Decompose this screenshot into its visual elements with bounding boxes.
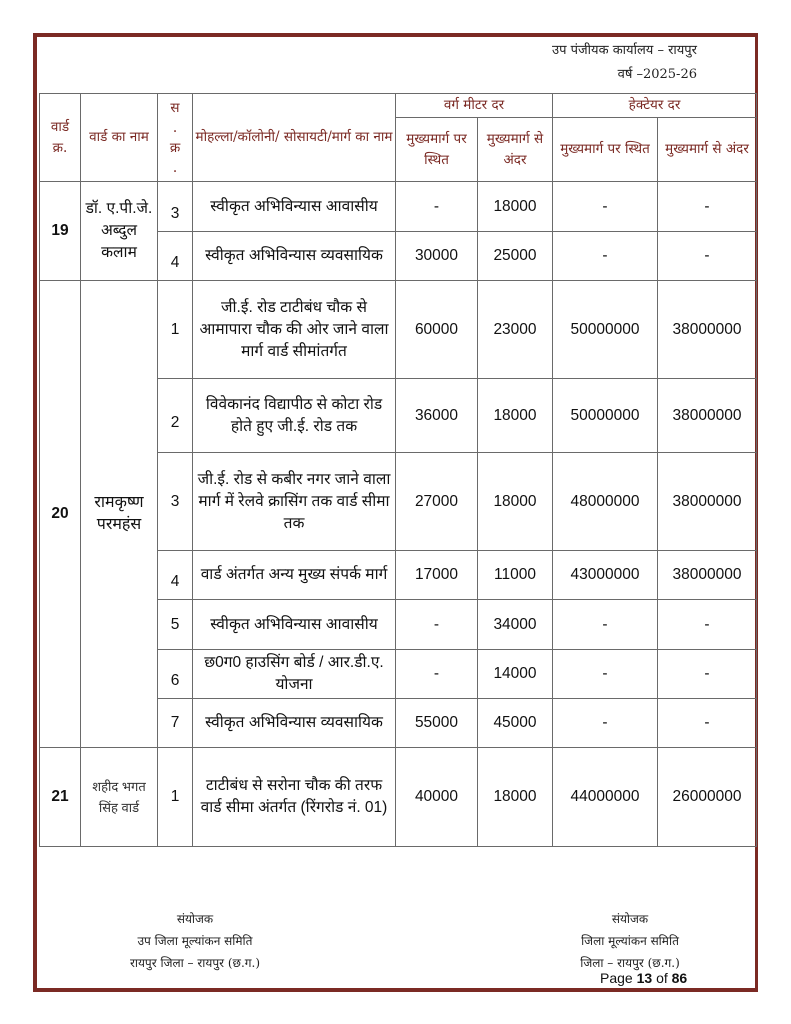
locality-name: जी.ई. रोड टाटीबंध चौक से आमापारा चौक की ओर जाने वाला मार्ग वार्ड सीमांतर्गत <box>193 281 396 379</box>
page-number: Page 13 of 86 <box>600 970 688 986</box>
locality-name: स्वीकृत अभिविन्यास व्यवसायिक <box>193 232 396 281</box>
serial-number: 4 <box>158 551 193 600</box>
col-sqm-on-main: मुख्यमार्ग पर स्थित <box>396 118 478 182</box>
signature-block-right <box>555 908 705 974</box>
serial-number: 1 <box>158 281 193 379</box>
col-ward-name: वार्ड का नाम <box>81 94 158 182</box>
sqm-inside: 25000 <box>478 232 553 281</box>
district-name: रायपुर जिला – रायपुर (छ.ग.) <box>129 956 261 970</box>
sqm-inside: 14000 <box>478 650 553 699</box>
ha-inside: 38000000 <box>658 551 757 600</box>
ha-inside: 38000000 <box>658 453 757 551</box>
sqm-on-main: 30000 <box>396 232 478 281</box>
sqm-inside: 18000 <box>478 182 553 232</box>
ha-inside: 26000000 <box>658 748 757 847</box>
locality-name: जी.ई. रोड से कबीर नगर जाने वाला मार्ग में रेलवे क्रासिंग तक वार्ड सीमा तक <box>193 453 396 551</box>
ha-on-main: 48000000 <box>553 453 658 551</box>
ha-inside: - <box>658 699 757 748</box>
ward-name: डॉ. ए.पी.जे. अब्दुल कलाम <box>81 182 158 281</box>
sqm-on-main: 27000 <box>396 453 478 551</box>
locality-name: छ0ग0 हाउसिंग बोर्ड / आर.डी.ए. योजना <box>193 650 396 699</box>
sqm-inside: 18000 <box>478 453 553 551</box>
ward-number: 19 <box>40 182 81 281</box>
ha-on-main: - <box>553 600 658 650</box>
locality-name: टाटीबंध से सरोना चौक की तरफ वार्ड सीमा अंतर्गत (रिंगरोड नं. 01) <box>193 748 396 847</box>
locality-name: स्वीकृत अभिविन्यास आवासीय <box>193 600 396 650</box>
serial-number: 3 <box>158 182 193 232</box>
rate-table <box>39 93 757 847</box>
ward-name: रामकृष्ण परमहंस <box>81 281 158 748</box>
sqm-on-main: 40000 <box>396 748 478 847</box>
col-group-sqm: वर्ग मीटर दर <box>396 94 553 118</box>
ward-number: 20 <box>40 281 81 748</box>
ha-inside: - <box>658 600 757 650</box>
locality-name: स्वीकृत अभिविन्यास आवासीय <box>193 182 396 232</box>
ha-on-main: 43000000 <box>553 551 658 600</box>
ha-inside: - <box>658 182 757 232</box>
ha-on-main: - <box>553 699 658 748</box>
serial-number: 7 <box>158 699 193 748</box>
locality-name: विवेकानंद विद्यापीठ से कोटा रोड होते हुए जी.ई. रोड तक <box>193 379 396 453</box>
signatory-title: संयोजक <box>611 912 649 926</box>
year-label: वर्ष –2025-26 <box>617 67 697 82</box>
table-row <box>40 182 757 232</box>
ha-on-main: - <box>553 182 658 232</box>
ha-inside: - <box>658 232 757 281</box>
signature-block-left <box>80 908 310 974</box>
office-title: उप पंजीयक कार्यालय – रायपुर <box>552 43 697 58</box>
sqm-inside: 45000 <box>478 699 553 748</box>
ha-on-main: - <box>553 650 658 699</box>
ha-inside: - <box>658 650 757 699</box>
col-serial: स . क्र . <box>158 94 193 182</box>
ward-name: शहीद भगत सिंह वार्ड <box>81 748 158 847</box>
serial-number: 3 <box>158 453 193 551</box>
district-name: जिला – रायपुर (छ.ग.) <box>580 956 680 970</box>
col-sqm-inside: मुख्यमार्ग से अंदर <box>478 118 553 182</box>
col-locality: मोहल्ला/कॉलोनी/ सोसायटी/मार्ग का नाम <box>193 94 396 182</box>
serial-number: 2 <box>158 379 193 453</box>
col-ha-inside: मुख्यमार्ग से अंदर <box>658 118 757 182</box>
committee-name: जिला मूल्यांकन समिति <box>581 934 679 948</box>
ha-on-main: - <box>553 232 658 281</box>
sqm-on-main: - <box>396 650 478 699</box>
serial-number: 1 <box>158 748 193 847</box>
sqm-inside: 34000 <box>478 600 553 650</box>
ha-on-main: 50000000 <box>553 379 658 453</box>
col-group-hectare: हेक्टेयर दर <box>553 94 757 118</box>
sqm-on-main: 17000 <box>396 551 478 600</box>
ha-on-main: 44000000 <box>553 748 658 847</box>
locality-name: वार्ड अंतर्गत अन्य मुख्य संपर्क मार्ग <box>193 551 396 600</box>
sqm-inside: 11000 <box>478 551 553 600</box>
sqm-on-main: - <box>396 182 478 232</box>
sqm-inside: 18000 <box>478 748 553 847</box>
ha-inside: 38000000 <box>658 379 757 453</box>
ha-inside: 38000000 <box>658 281 757 379</box>
ha-on-main: 50000000 <box>553 281 658 379</box>
serial-number: 6 <box>158 650 193 699</box>
table-row <box>40 281 757 379</box>
sqm-inside: 18000 <box>478 379 553 453</box>
serial-number: 5 <box>158 600 193 650</box>
locality-name: स्वीकृत अभिविन्यास व्यवसायिक <box>193 699 396 748</box>
sqm-inside: 23000 <box>478 281 553 379</box>
signatory-title: संयोजक <box>176 912 214 926</box>
table-row <box>40 748 757 847</box>
sqm-on-main: 55000 <box>396 699 478 748</box>
col-ha-on-main: मुख्यमार्ग पर स्थित <box>553 118 658 182</box>
ward-number: 21 <box>40 748 81 847</box>
sqm-on-main: - <box>396 600 478 650</box>
col-ward-no: वार्ड क्र. <box>40 94 81 182</box>
sqm-on-main: 36000 <box>396 379 478 453</box>
serial-number: 4 <box>158 232 193 281</box>
committee-name: उप जिला मूल्यांकन समिति <box>137 934 253 948</box>
sqm-on-main: 60000 <box>396 281 478 379</box>
